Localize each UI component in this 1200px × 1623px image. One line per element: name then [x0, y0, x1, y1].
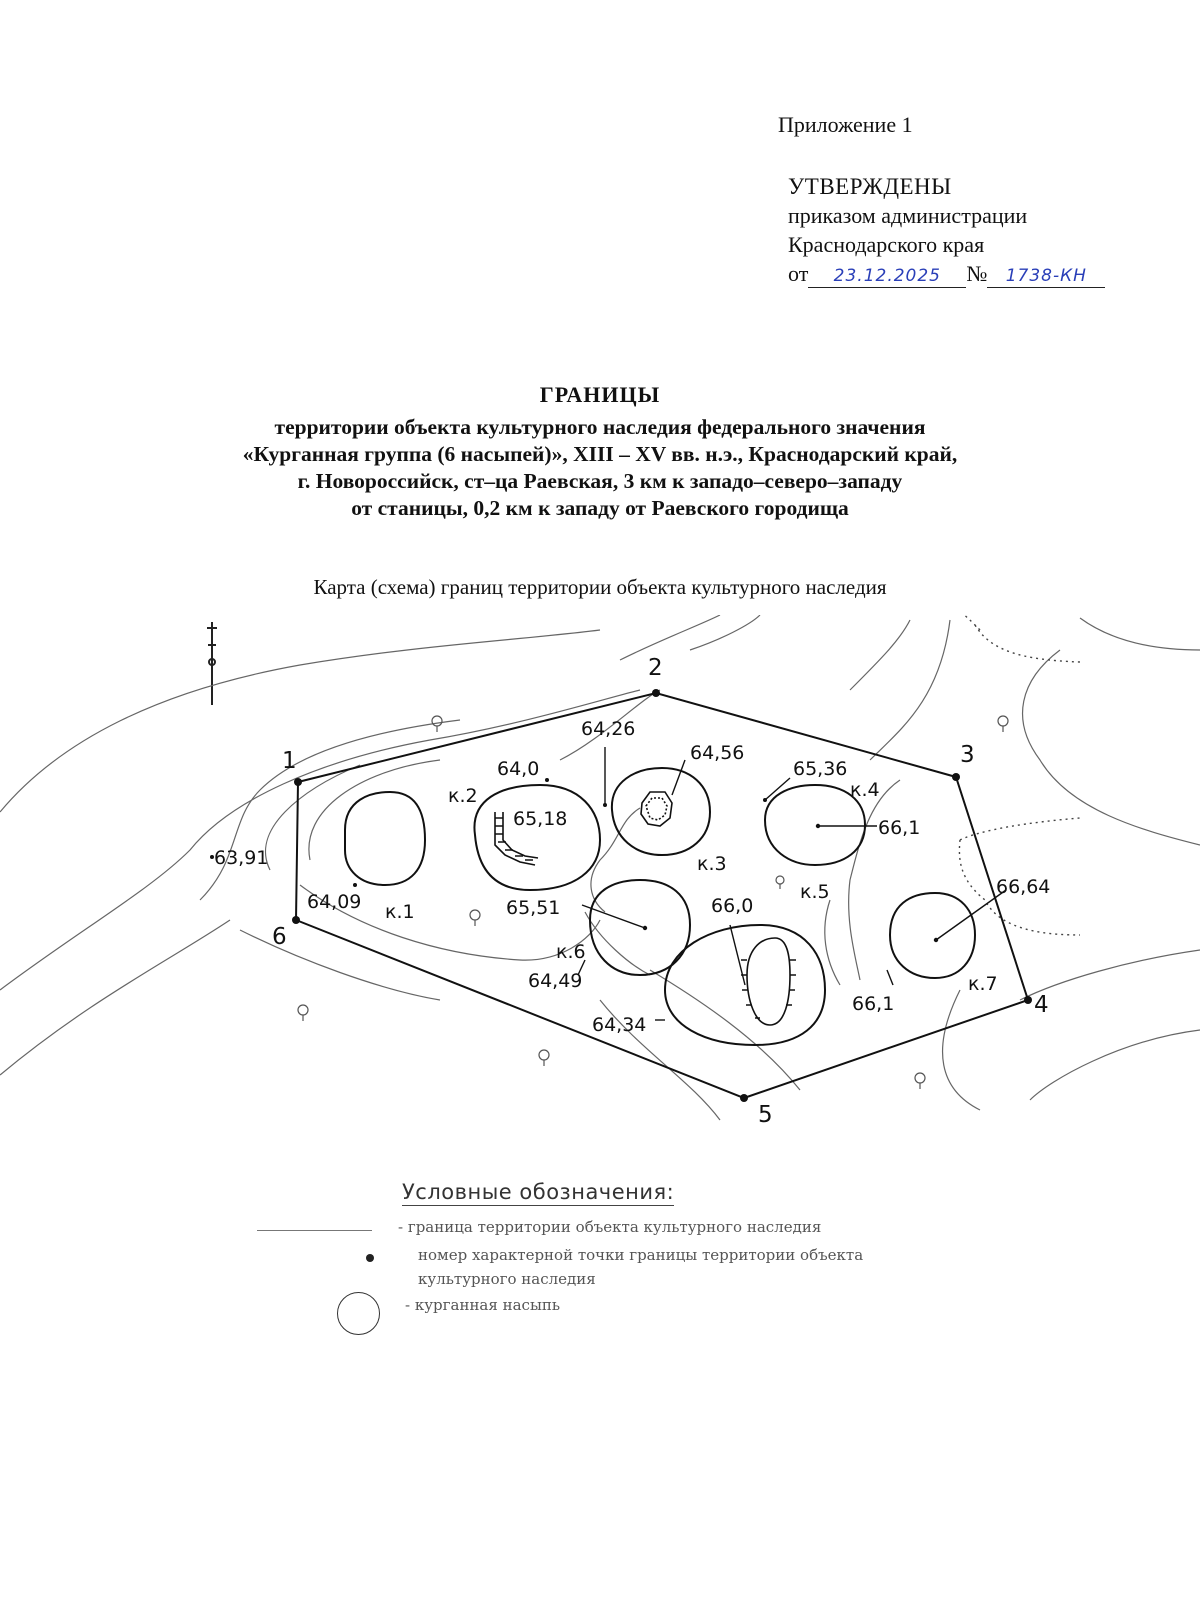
elevation-label: 66,0 — [711, 895, 754, 917]
elevation-label: 65,36 — [793, 758, 848, 780]
elevation-label: 66,1 — [852, 993, 895, 1015]
mound-label: к.5 — [800, 881, 830, 903]
approved-title: УТВЕРЖДЕНЫ — [788, 174, 952, 199]
elevation-label: 64,26 — [581, 718, 636, 740]
date-value: 23.12.2025 — [833, 266, 941, 286]
mound-label: к.4 — [850, 779, 880, 801]
approval-block — [788, 172, 1105, 288]
approved-by-line2: Краснодарского края — [788, 232, 985, 257]
elevation-label: 64,34 — [592, 1014, 647, 1036]
terrain-contours — [0, 615, 1200, 1120]
boundary-point-label: 5 — [758, 1102, 773, 1128]
number-prefix: № — [966, 261, 988, 286]
boundary-vertices — [292, 689, 1032, 1102]
subtitle-line: территории объекта культурного наследия федерального значения — [274, 415, 926, 439]
elevation-label: 65,51 — [506, 897, 561, 919]
mound-label: к.3 — [697, 853, 727, 875]
boundary-point-label: 3 — [960, 742, 975, 768]
mound-label: к.2 — [448, 785, 478, 807]
legend-boundary-text: - граница территории объекта культурного наследия — [398, 1218, 822, 1236]
boundary-point-label: 1 — [282, 748, 297, 774]
legend-mound-text: - курганная насыпь — [405, 1296, 561, 1314]
elevation-label: 64,49 — [528, 970, 583, 992]
elevation-label: 64,09 — [307, 891, 362, 913]
annex-label: Приложение 1 — [778, 112, 913, 137]
subtitle-line: г. Новороссийск, ст–ца Раевская, 3 км к западо–северо–западу — [297, 469, 903, 493]
elevation-label: 66,1 — [878, 817, 921, 839]
legend-boundary-line-icon — [257, 1230, 372, 1231]
legend-point-text-line2: культурного наследия — [418, 1270, 596, 1288]
mound-label: к.1 — [385, 901, 415, 923]
boundary-map — [0, 615, 1200, 1175]
approved-by-line1: приказом администрации — [788, 203, 1028, 228]
legend-title: Условные обозначения: — [402, 1180, 675, 1204]
elevation-label: 65,18 — [513, 808, 568, 830]
legend-mound-circle-icon — [337, 1292, 380, 1335]
elevation-dots — [210, 778, 938, 942]
elevation-label: 64,0 — [497, 758, 540, 780]
map-caption: Карта (схема) границ территории объекта культурного наследия — [313, 575, 887, 599]
legend-point-dot-icon — [366, 1254, 374, 1262]
subtitle-line: «Курганная группа (6 насыпей)», XIII – XV вв. н.э., Краснодарский край, — [242, 442, 958, 466]
mound-label: к.7 — [968, 973, 998, 995]
north-arrow-icon — [207, 622, 217, 705]
date-prefix: от — [788, 261, 809, 286]
elevation-label: 66,64 — [996, 876, 1051, 898]
elevation-label: 64,56 — [690, 742, 745, 764]
document-title: ГРАНИЦЫ — [539, 382, 661, 407]
document-subtitle — [0, 414, 1200, 522]
legend-point-text-line1: номер характерной точки границы территории объекта — [418, 1246, 864, 1264]
boundary-point-label: 4 — [1034, 992, 1049, 1018]
document-title-block — [0, 382, 1200, 522]
approval-date-number — [788, 259, 1105, 288]
number-value: 1738-КН — [1005, 266, 1087, 286]
elevation-label: 63,91 — [214, 847, 269, 869]
mound-label: к.6 — [556, 941, 586, 963]
boundary-point-label: 6 — [272, 924, 287, 950]
subtitle-line: от станицы, 0,2 км к западу от Раевского городища — [351, 496, 849, 520]
boundary-point-label: 2 — [648, 655, 663, 681]
